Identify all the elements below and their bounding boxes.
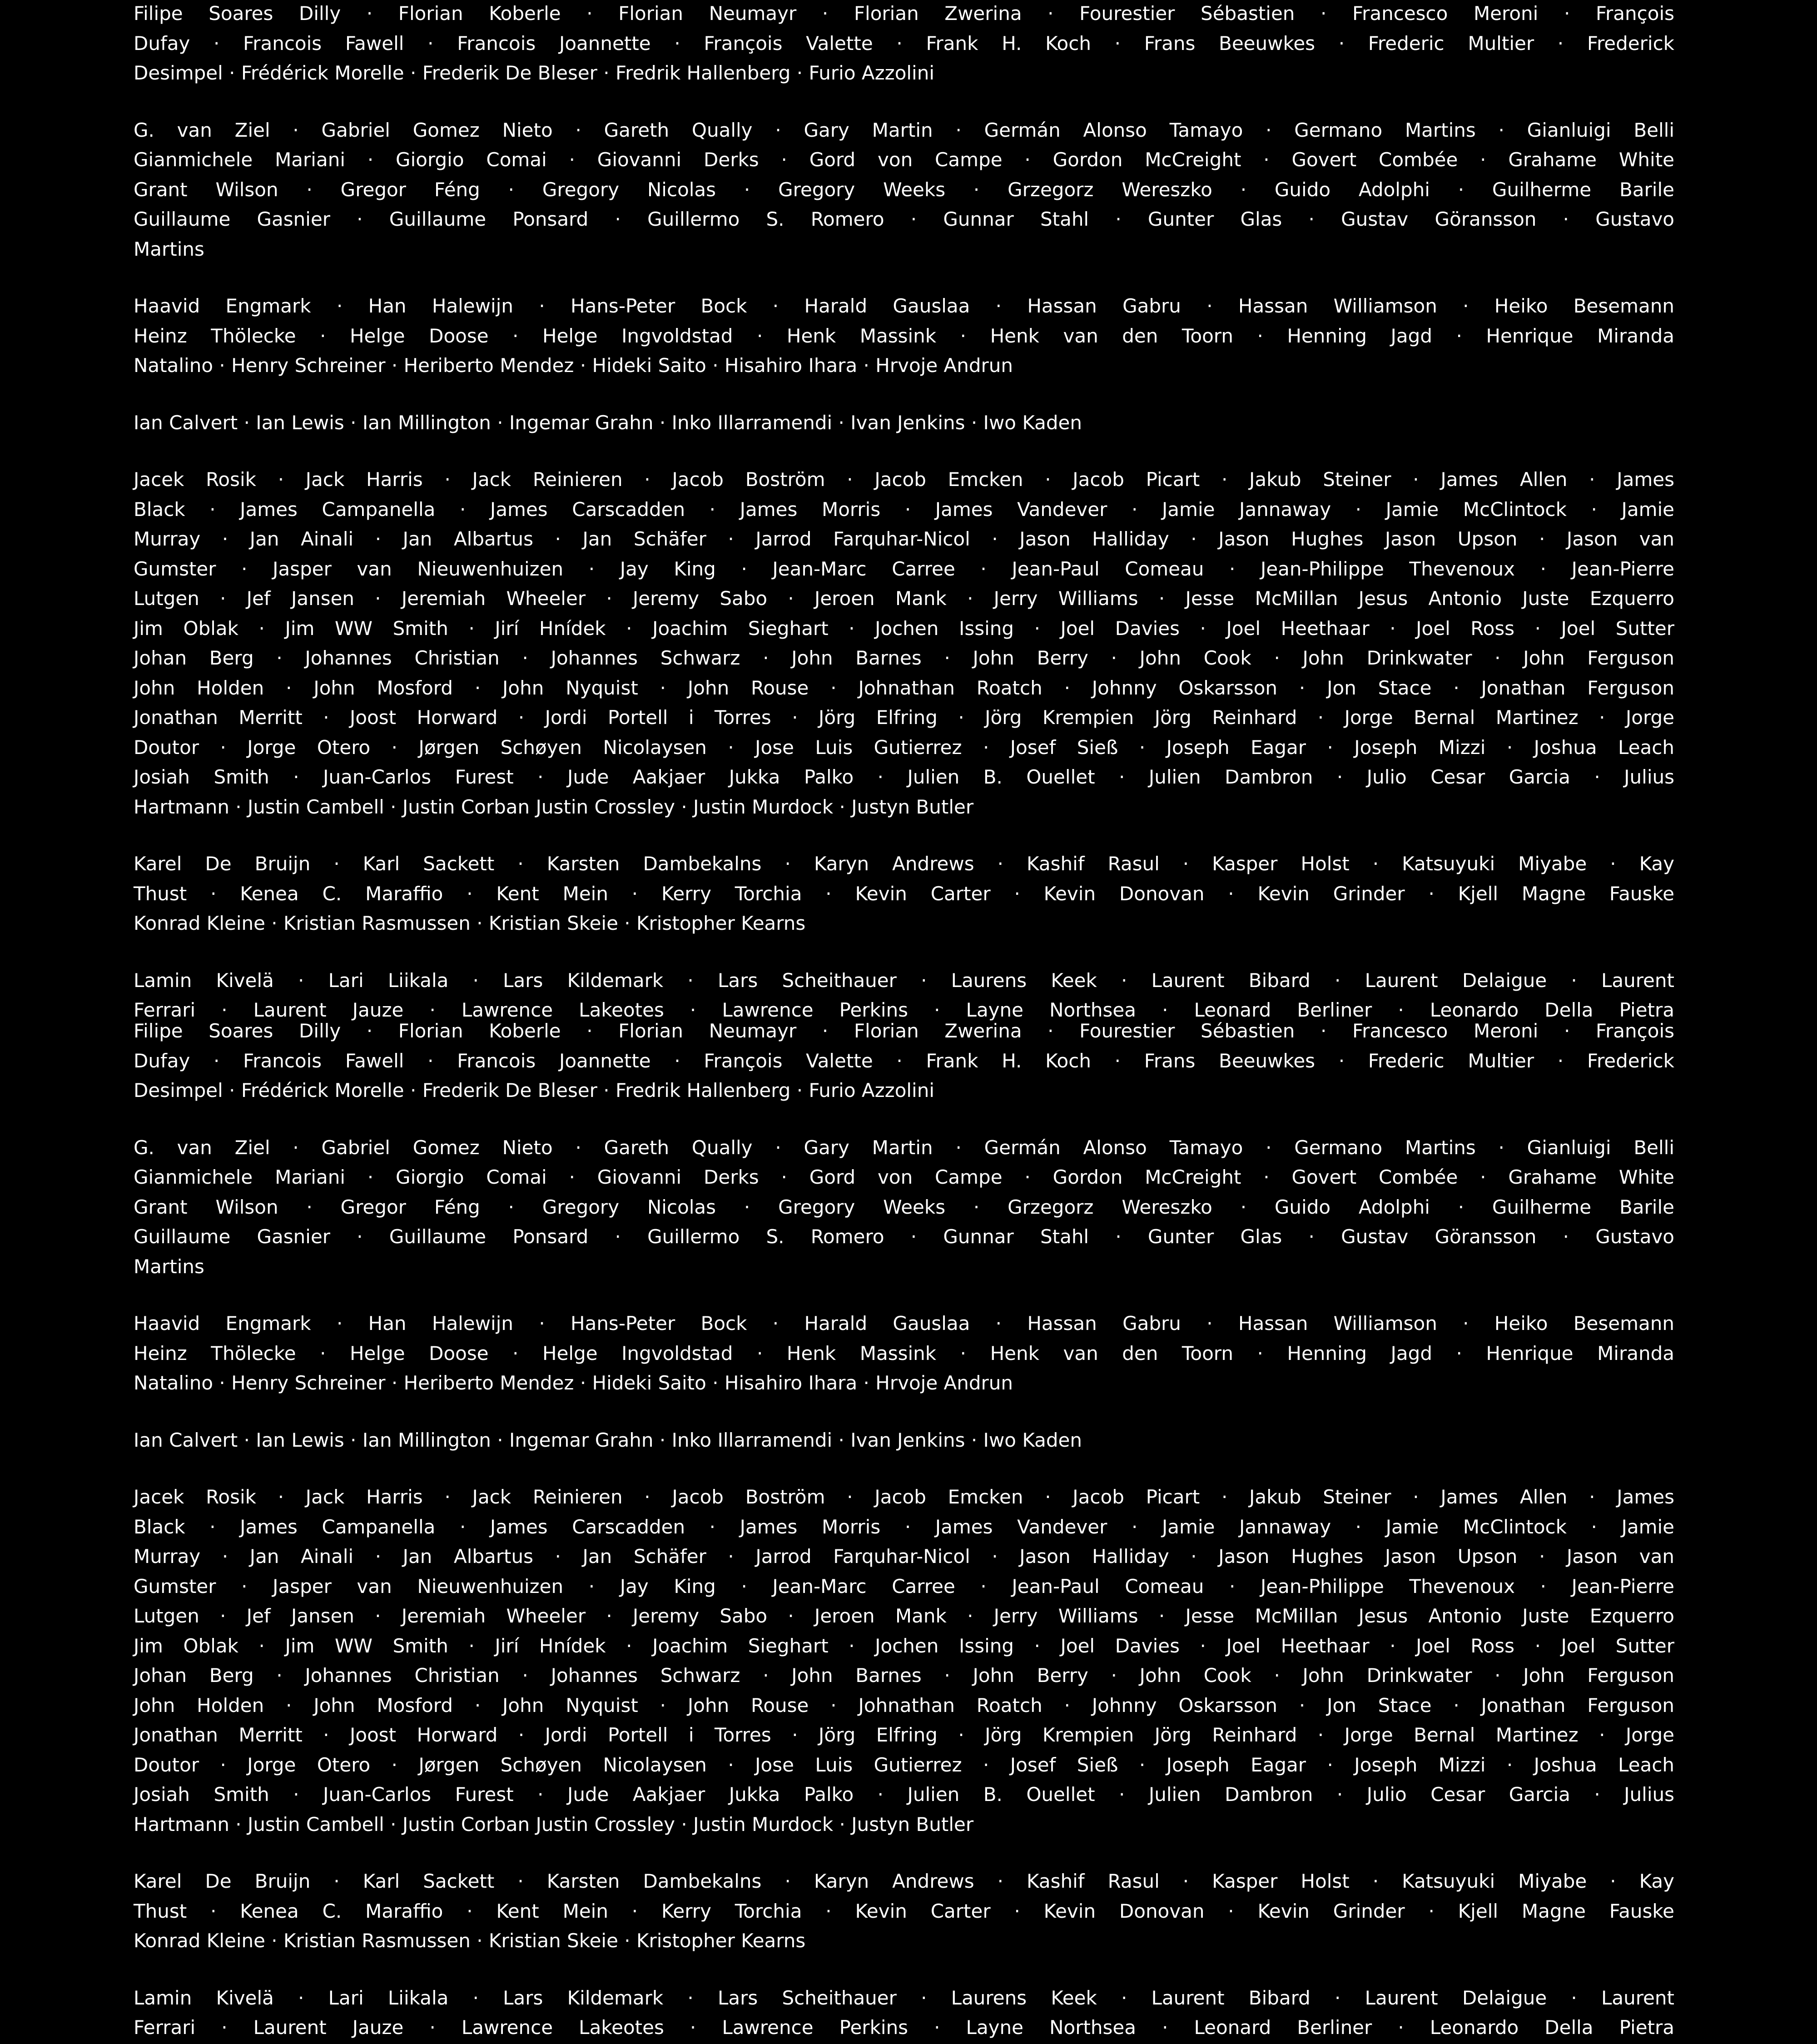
credits-line: Karel De Bruijn · Karl Sackett · Karsten Dambekalns · Karyn Andrews · Kashif Rasul · Kasper Holst · Katsuyuki Miyabe · Kay	[134, 1870, 1674, 1892]
credits-line: John Holden · John Mosford · John Nyquist · John Rouse · Johnathan Roatch · Johnny Oskarsson · Jon Stace · Jonathan Ferguson	[134, 1694, 1674, 1717]
credits-line: Gianmichele Mariani · Giorgio Comai · Giovanni Derks · Gord von Campe · Gordon McCreight · Govert Combée · Grahame White	[134, 1166, 1674, 1188]
credits-line: Ferrari · Laurent Jauze · Lawrence Lakeotes · Lawrence Perkins · Layne Northsea · Leonard Berliner · Leonardo Della Pietra	[134, 999, 1674, 1021]
credits-line: Karel De Bruijn · Karl Sackett · Karsten Dambekalns · Karyn Andrews · Kashif Rasul · Kasper Holst · Katsuyuki Miyabe · Kay	[134, 853, 1674, 875]
credits-line: Martins	[134, 238, 204, 260]
credits-line: Jacek Rosik · Jack Harris · Jack Reinieren · Jacob Boström · Jacob Emcken · Jacob Picart · Jakub Steiner · James Allen · James	[134, 1486, 1674, 1508]
credits-line: Natalino · Henry Schreiner · Heriberto Mendez · Hideki Saito · Hisahiro Ihara · Hrvoje Andrun	[134, 354, 1013, 377]
credits-line: Ian Calvert · Ian Lewis · Ian Millington · Ingemar Grahn · Inko Illarramendi · Ivan Jenkins · Iwo Kaden	[134, 1429, 1082, 1451]
credits-line: Dufay · Francois Fawell · Francois Joannette · François Valette · Frank H. Koch · Frans Beeuwkes · Frederic Multier · Frederick	[134, 32, 1674, 55]
credits-line: Lutgen · Jef Jansen · Jeremiah Wheeler · Jeremy Sabo · Jeroen Mank · Jerry Williams · Jesse McMillan Jesus Antonio Juste Ezquerro	[134, 587, 1674, 610]
credits-paragraph-H	[134, 291, 1674, 381]
credits-line: Josiah Smith · Juan-Carlos Furest · Jude Aakjaer Jukka Palko · Julien B. Ouellet · Julien Dambron · Julio Cesar Garcia · Julius	[134, 1783, 1674, 1806]
credits-line: Grant Wilson · Gregor Féng · Gregory Nicolas · Gregory Weeks · Grzegorz Wereszko · Guido Adolphi · Guilherme Barile	[134, 178, 1674, 201]
credits-paragraph-L	[134, 1983, 1674, 2043]
credits-line: Natalino · Henry Schreiner · Heriberto Mendez · Hideki Saito · Hisahiro Ihara · Hrvoje Andrun	[134, 1372, 1013, 1394]
credits-paragraph-K	[134, 849, 1674, 938]
credits-paragraph-K	[134, 1866, 1674, 1956]
credits-paragraph-F	[134, 1016, 1674, 1106]
credits-line: G. van Ziel · Gabriel Gomez Nieto · Gareth Qually · Gary Martin · Germán Alonso Tamayo · Germano Martins · Gianluigi Belli	[134, 119, 1674, 141]
credits-line: Heinz Thölecke · Helge Doose · Helge Ingvoldstad · Henk Massink · Henk van den Toorn · Henning Jagd · Henrique Miranda	[134, 1342, 1674, 1364]
credits-line: Doutor · Jorge Otero · Jørgen Schøyen Nicolaysen · Jose Luis Gutierrez · Josef Sieß · Joseph Eagar · Joseph Mizzi · Joshua Leach	[134, 1753, 1674, 1776]
credits-paragraph-G	[134, 1133, 1674, 1282]
credits-line: Dufay · Francois Fawell · Francois Joannette · François Valette · Frank H. Koch · Frans Beeuwkes · Frederic Multier · Frederick	[134, 1049, 1674, 1072]
credits-line: Hartmann · Justin Cambell · Justin Corban Justin Crossley · Justin Murdock · Justyn Butler	[134, 1813, 974, 1836]
credits-line: Jim Oblak · Jim WW Smith · Jirí Hnídek · Joachim Sieghart · Jochen Issing · Joel Davies · Joel Heethaar · Joel Ross · Joel Sutter	[134, 1634, 1674, 1657]
credits-line: Desimpel · Frédérick Morelle · Frederik De Bleser · Fredrik Hallenberg · Furio Azzolini	[134, 62, 935, 84]
credits-paragraph-H	[134, 1309, 1674, 1398]
credits-line: Konrad Kleine · Kristian Rasmussen · Kristian Skeie · Kristopher Kearns	[134, 912, 806, 934]
credits-line: John Holden · John Mosford · John Nyquist · John Rouse · Johnathan Roatch · Johnny Oskarsson · Jon Stace · Jonathan Ferguson	[134, 676, 1674, 699]
credits-line: Desimpel · Frédérick Morelle · Frederik De Bleser · Fredrik Hallenberg · Furio Azzolini	[134, 1079, 935, 1101]
credits-line: Gianmichele Mariani · Giorgio Comai · Giovanni Derks · Gord von Campe · Gordon McCreight · Govert Combée · Grahame White	[134, 149, 1674, 171]
credits-line: Hartmann · Justin Cambell · Justin Corban Justin Crossley · Justin Murdock · Justyn Butler	[134, 795, 974, 818]
credits-line: Gumster · Jasper van Nieuwenhuizen · Jay King · Jean-Marc Carree · Jean-Paul Comeau · Jean-Philippe Thevenoux · Jean-Pierre	[134, 557, 1674, 580]
credits-paragraph-F	[134, 0, 1674, 88]
credits-line: Gumster · Jasper van Nieuwenhuizen · Jay King · Jean-Marc Carree · Jean-Paul Comeau · Jean-Philippe Thevenoux · Jean-Pierre	[134, 1575, 1674, 1597]
credits-line: Guillaume Gasnier · Guillaume Ponsard · Guillermo S. Romero · Gunnar Stahl · Gunter Glas · Gustav Göransson · Gustavo	[134, 208, 1674, 230]
credits-line: Johan Berg · Johannes Christian · Johannes Schwarz · John Barnes · John Berry · John Cook · John Drinkwater · John Ferguson	[134, 1664, 1674, 1687]
credits-line: Black · James Campanella · James Carscadden · James Morris · James Vandever · Jamie Jannaway · Jamie McClintock · Jamie	[134, 1515, 1674, 1538]
credits-line: Murray · Jan Ainali · Jan Albartus · Jan Schäfer · Jarrod Farquhar-Nicol · Jason Halliday · Jason Hughes Jason Upson · Jason van	[134, 1545, 1674, 1568]
credits-line: Grant Wilson · Gregor Féng · Gregory Nicolas · Gregory Weeks · Grzegorz Wereszko · Guido Adolphi · Guilherme Barile	[134, 1196, 1674, 1218]
credits-line: Black · James Campanella · James Carscadden · James Morris · James Vandever · Jamie Jannaway · Jamie McClintock · Jamie	[134, 498, 1674, 521]
credits-line: Lamin Kivelä · Lari Liikala · Lars Kildemark · Lars Scheithauer · Laurens Keek · Laurent Bibard · Laurent Delaigue · Laurent	[134, 969, 1674, 992]
credits-line: Haavid Engmark · Han Halewijn · Hans-Peter Bock · Harald Gauslaa · Hassan Gabru · Hassan Williamson · Heiko Besemann	[134, 295, 1674, 317]
credits-line: Thust · Kenea C. Maraffio · Kent Mein · Kerry Torchia · Kevin Carter · Kevin Donovan · Kevin Grinder · Kjell Magne Fauske	[134, 882, 1674, 905]
credits-line: Thust · Kenea C. Maraffio · Kent Mein · Kerry Torchia · Kevin Carter · Kevin Donovan · Kevin Grinder · Kjell Magne Fauske	[134, 1900, 1674, 1922]
credits-line: Filipe Soares Dilly · Florian Koberle · Florian Neumayr · Florian Zwerina · Fourestier Sébastien · Francesco Meroni · François	[134, 1020, 1674, 1042]
credits-line: Jonathan Merritt · Joost Horward · Jordi Portell i Torres · Jörg Elfring · Jörg Krempien Jörg Reinhard · Jorge Bernal Martinez · Jorge	[134, 1724, 1674, 1746]
credits-line: Ferrari · Laurent Jauze · Lawrence Lakeotes · Lawrence Perkins · Layne Northsea · Leonard Berliner · Leonardo Della Pietra	[134, 2016, 1674, 2039]
credits-block-copy-1	[134, 0, 1674, 1052]
credits-paragraph-I	[134, 408, 1674, 438]
credits-line: G. van Ziel · Gabriel Gomez Nieto · Gareth Qually · Gary Martin · Germán Alonso Tamayo · Germano Martins · Gianluigi Belli	[134, 1136, 1674, 1159]
credits-line: Konrad Kleine · Kristian Rasmussen · Kristian Skeie · Kristopher Kearns	[134, 1930, 806, 1952]
credits-line: Jonathan Merritt · Joost Horward · Jordi Portell i Torres · Jörg Elfring · Jörg Krempien Jörg Reinhard · Jorge Bernal Martinez · Jorge	[134, 706, 1674, 729]
credits-line: Lamin Kivelä · Lari Liikala · Lars Kildemark · Lars Scheithauer · Laurens Keek · Laurent Bibard · Laurent Delaigue · Laurent	[134, 1986, 1674, 2009]
credits-line: Martins	[134, 1255, 204, 1278]
credits-line: Guillaume Gasnier · Guillaume Ponsard · Guillermo S. Romero · Gunnar Stahl · Gunter Glas · Gustav Göransson · Gustavo	[134, 1225, 1674, 1248]
credits-line: Doutor · Jorge Otero · Jørgen Schøyen Nicolaysen · Jose Luis Gutierrez · Josef Sieß · Joseph Eagar · Joseph Mizzi · Joshua Leach	[134, 736, 1674, 759]
credits-line: Heinz Thölecke · Helge Doose · Helge Ingvoldstad · Henk Massink · Henk van den Toorn · Henning Jagd · Henrique Miranda	[134, 324, 1674, 347]
credits-paragraph-G	[134, 115, 1674, 264]
credits-line: Johan Berg · Johannes Christian · Johannes Schwarz · John Barnes · John Berry · John Cook · John Drinkwater · John Ferguson	[134, 647, 1674, 669]
credits-line: Jacek Rosik · Jack Harris · Jack Reinieren · Jacob Boström · Jacob Emcken · Jacob Picart · Jakub Steiner · James Allen · James	[134, 468, 1674, 491]
credits-block-copy-2	[134, 1016, 1674, 2044]
credits-line: Josiah Smith · Juan-Carlos Furest · Jude Aakjaer Jukka Palko · Julien B. Ouellet · Julien Dambron · Julio Cesar Garcia · Julius	[134, 766, 1674, 788]
credits-line: Ian Calvert · Ian Lewis · Ian Millington · Ingemar Grahn · Inko Illarramendi · Ivan Jenkins · Iwo Kaden	[134, 411, 1082, 434]
credits-line: Haavid Engmark · Han Halewijn · Hans-Peter Bock · Harald Gauslaa · Hassan Gabru · Hassan Williamson · Heiko Besemann	[134, 1312, 1674, 1335]
credits-paragraph-I	[134, 1425, 1674, 1455]
credits-line: Filipe Soares Dilly · Florian Koberle · Florian Neumayr · Florian Zwerina · Fourestier Sébastien · Francesco Meroni · François	[134, 2, 1674, 25]
credits-line: Jim Oblak · Jim WW Smith · Jirí Hnídek · Joachim Sieghart · Jochen Issing · Joel Davies · Joel Heethaar · Joel Ross · Joel Sutter	[134, 617, 1674, 640]
credits-line: Murray · Jan Ainali · Jan Albartus · Jan Schäfer · Jarrod Farquhar-Nicol · Jason Halliday · Jason Hughes Jason Upson · Jason van	[134, 528, 1674, 550]
credits-line: Lutgen · Jef Jansen · Jeremiah Wheeler · Jeremy Sabo · Jeroen Mank · Jerry Williams · Jesse McMillan Jesus Antonio Juste Ezquerro	[134, 1605, 1674, 1627]
credits-paragraph-J	[134, 1482, 1674, 1839]
credits-paragraph-J	[134, 465, 1674, 822]
